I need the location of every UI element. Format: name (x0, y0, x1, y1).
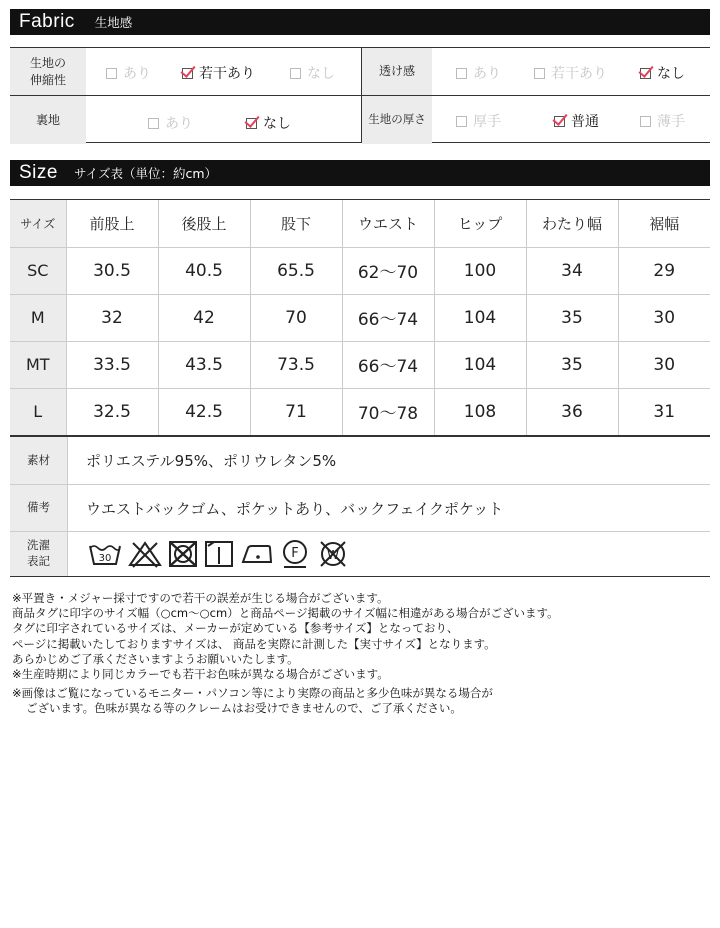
care-icons (67, 532, 710, 576)
stretch-option-none: なし (290, 63, 335, 83)
sheer-option-slight: 若干あり (534, 63, 607, 83)
table-cell: 62〜70 (342, 247, 434, 294)
table-cell: 32.5 (66, 388, 158, 435)
sheer-option-none: なし (640, 63, 685, 83)
material-row (10, 437, 710, 484)
table-cell: 29 (618, 247, 710, 294)
fabric-table (10, 47, 710, 143)
no-bleach-icon (128, 540, 162, 568)
sheer-option-yes: あり (456, 63, 501, 83)
row-header: SC (10, 247, 66, 294)
table-row (10, 247, 710, 294)
table-cell: 43.5 (158, 341, 250, 388)
table-cell: 70〜78 (342, 388, 434, 435)
column-header: ヒップ (434, 200, 526, 247)
table-cell: 71 (250, 388, 342, 435)
table-cell: 42 (158, 294, 250, 341)
row-header: L (10, 388, 66, 435)
sheer-label: 透け感 (362, 48, 432, 95)
table-cell: 66〜74 (342, 341, 434, 388)
wash-temp-text: 30 (98, 553, 112, 564)
note-line: あらかじめご了承くださいますようお願いいたします。 (12, 651, 299, 666)
wetclean-letter-text: W (327, 548, 339, 562)
table-cell: 35 (526, 294, 618, 341)
table-cell: 40.5 (158, 247, 250, 294)
size-title: Size (19, 162, 58, 183)
note-line: ※生産時期により同じカラーでも若干お色味が異なる場合がございます。 (12, 667, 389, 682)
size-table (10, 199, 710, 436)
table-cell: 31 (618, 388, 710, 435)
note-line: ページに掲載いたしておりますサイズは、 商品を実際に計測した【実寸サイズ】となります。 (12, 636, 496, 651)
size-table-header (10, 200, 710, 247)
checkbox-icon (290, 68, 301, 79)
table-cell: 30 (618, 294, 710, 341)
checkbox-icon (148, 118, 159, 129)
table-cell: 65.5 (250, 247, 342, 294)
column-header: 裾幅 (618, 200, 710, 247)
checkbox-icon (640, 116, 651, 127)
fabric-subtitle: 生地感 (94, 15, 133, 30)
column-header: サイズ (10, 200, 66, 247)
checkbox-icon (640, 68, 651, 79)
table-cell: 100 (434, 247, 526, 294)
table-cell: 73.5 (250, 341, 342, 388)
table-cell: 70 (250, 294, 342, 341)
care-label: 洗濯 表記 (10, 532, 67, 576)
no-tumble-dry-icon (168, 540, 198, 568)
thickness-option-normal: 普通 (554, 111, 599, 131)
fabric-section-header (10, 9, 710, 35)
column-header: 股下 (250, 200, 342, 247)
care-row (10, 531, 710, 576)
note-line: ございます。色味が異なる等のクレームはお受けできませんので、ご了承ください。 (26, 701, 462, 716)
remarks-label: 備考 (10, 485, 67, 531)
table-cell: 42.5 (158, 388, 250, 435)
material-value: ポリエステル95%、ポリウレタン5% (67, 437, 710, 484)
note-line: 商品タグに印字のサイズ幅（○cm〜○cm）と商品ページ掲載のサイズ幅に相違がある場合がございます。 (12, 606, 559, 621)
table-cell: 36 (526, 388, 618, 435)
note-line: ※画像はご覧になっているモニター・パソコン等により実際の商品と多少色味が異なる場合が (12, 686, 493, 701)
table-cell: 30.5 (66, 247, 158, 294)
row-header: M (10, 294, 66, 341)
wash-30-icon (88, 540, 122, 568)
checkbox-icon (182, 68, 193, 79)
checkbox-icon (554, 116, 565, 127)
checkbox-icon (534, 68, 545, 79)
no-wet-clean-icon (316, 539, 350, 569)
checkbox-icon (456, 116, 467, 127)
remarks-value: ウエストバックゴム、ポケットあり、バックフェイクポケット (67, 485, 710, 531)
lining-option-yes: あり (148, 113, 193, 133)
column-header: ウエスト (342, 200, 434, 247)
table-row (10, 341, 710, 388)
table-cell: 33.5 (66, 341, 158, 388)
disclaimer-notes (12, 591, 712, 717)
lining-label: 裏地 (10, 96, 86, 144)
table-cell: 30 (618, 341, 710, 388)
column-header: わたり幅 (526, 200, 618, 247)
note-line: タグに印字されているサイズは、メーカーが定めている【参考サイズ】となっており、 (12, 621, 459, 636)
table-cell: 104 (434, 341, 526, 388)
checkbox-icon (106, 68, 117, 79)
table-cell: 104 (434, 294, 526, 341)
stretch-label: 生地の 伸縮性 (10, 48, 86, 95)
table-row (10, 388, 710, 435)
dry-clean-f-icon (280, 539, 310, 569)
product-info-table (10, 436, 710, 577)
table-row (10, 294, 710, 341)
dryclean-letter-text: F (291, 546, 299, 561)
stretch-option-slight: 若干あり (182, 63, 255, 83)
lining-option-none: なし (246, 113, 291, 133)
row-header: MT (10, 341, 66, 388)
iron-low-icon (240, 540, 274, 568)
table-cell: 35 (526, 341, 618, 388)
table-cell: 66〜74 (342, 294, 434, 341)
fabric-title: Fabric (19, 11, 75, 32)
size-subtitle: サイズ表（単位：約cm） (73, 166, 218, 181)
checkbox-icon (456, 68, 467, 79)
thickness-option-thick: 厚手 (456, 111, 501, 131)
table-cell: 32 (66, 294, 158, 341)
thickness-label: 生地の厚さ (362, 96, 432, 144)
column-header: 後股上 (158, 200, 250, 247)
remarks-row (10, 484, 710, 531)
size-section-header (10, 160, 710, 186)
material-label: 素材 (10, 437, 67, 484)
table-cell: 34 (526, 247, 618, 294)
table-cell: 108 (434, 388, 526, 435)
note-line: ※平置き・メジャー採寸ですので若干の誤差が生じる場合がございます。 (12, 591, 389, 605)
line-dry-icon (204, 540, 234, 568)
column-header: 前股上 (66, 200, 158, 247)
checkbox-icon (246, 118, 257, 129)
thickness-option-thin: 薄手 (640, 111, 685, 131)
stretch-option-yes: あり (106, 63, 151, 83)
